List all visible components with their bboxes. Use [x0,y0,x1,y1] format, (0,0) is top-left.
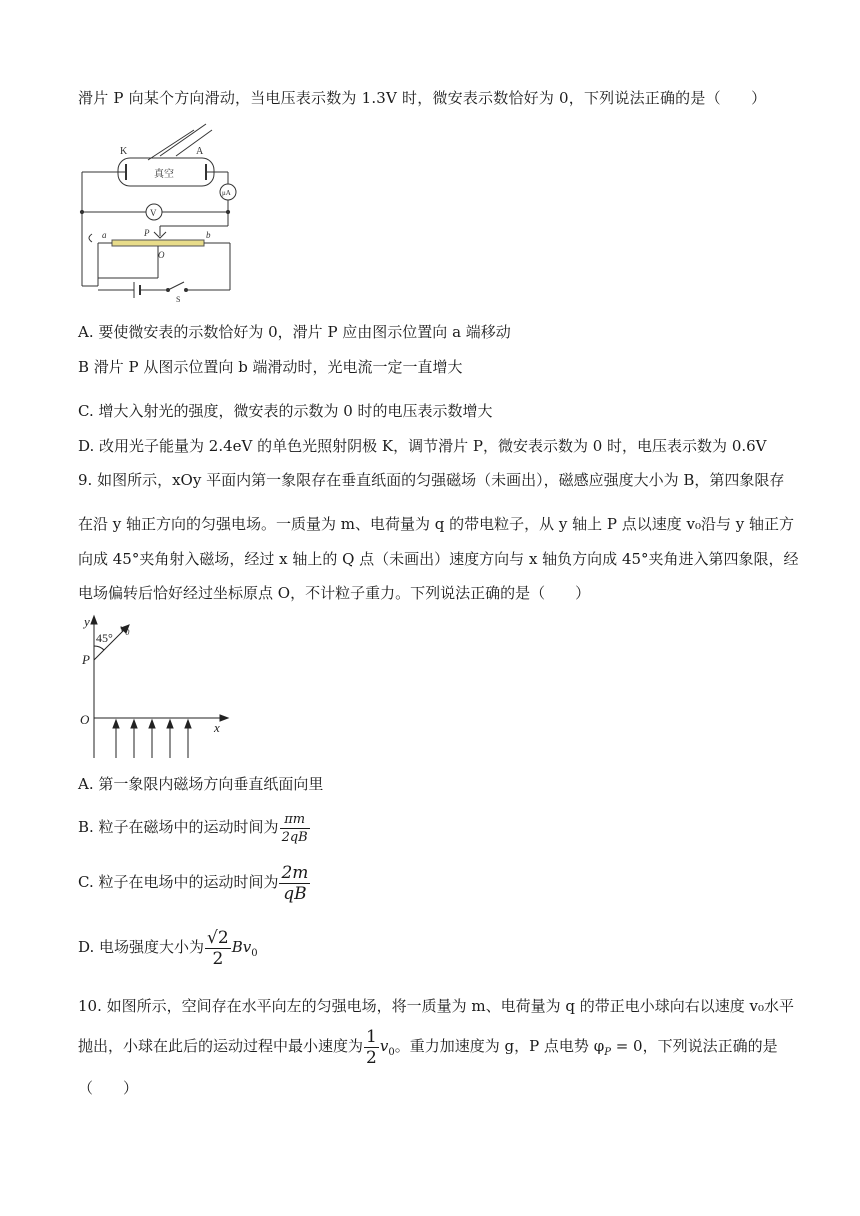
label-O: O [158,250,165,260]
axis-label-x: x [214,720,220,735]
origin-label: O [80,712,90,727]
fraction-denominator: qB [283,883,307,904]
q8-option-c: C. 增大入射光的强度，微安表的示数为 0 时的电压表示数增大 [78,402,493,420]
label-S: S [176,295,181,302]
axis-label-y: y [84,614,90,629]
fraction-denominator: 2 [366,1047,377,1068]
q10-stem-line-2-text: 抛出，小球在此后的运动过程中最小速度为 [78,1037,364,1055]
label-uA: μA [222,189,231,197]
label-vacuum: 真空 [154,169,174,180]
label-P: P [144,228,150,238]
q9-stem-line-1: 9. 如图所示，xOy 平面内第一象限存在垂直纸面的匀强磁场（未画出），磁感应强度大小为 B，第四象限存 [78,471,785,489]
q8-option-b: B 滑片 P 从图示位置向 b 端滑动时，光电流一定一直增大 [78,358,463,376]
q9-stem-line-3: 向成 45°夹角射入磁场，经过 x 轴上的 Q 点（未画出）速度方向与 x 轴负方向成 45°夹角进入第四象限，经 [78,550,799,568]
q9-option-b [78,810,311,846]
fraction-denominator: 2 [212,948,224,969]
label-K: K [120,146,128,157]
label-b: b [206,230,211,240]
q10-min-speed-fraction [364,1027,379,1068]
q9-option-a: A. 第一象限内磁场方向垂直纸面向里 [78,775,324,793]
q9-coordinate-figure [78,612,238,762]
fraction-numerator: 1 [366,1026,377,1047]
q9-option-d-subscript: 0 [251,948,258,959]
q9-option-d-suffix: Bv [231,938,252,956]
q9-option-d-text: D. 电场强度大小为 [78,938,205,956]
fraction-numerator: 2m [281,862,309,883]
point-P-label: P [82,652,90,667]
q9-stem-line-2: 在沿 y 轴正方向的匀强电场。一质量为 m、电荷量为 q 的带电粒子，从 y 轴上 P 点以速度 v₀沿与 y 轴正方 [78,515,795,533]
q10-stem-line-3: （ ） [78,1079,139,1097]
q8-stem: 滑片 P 向某个方向滑动，当电压表示数为 1.3V 时，微安表示数恰好为 0，下列说法正确的是（ ） [78,89,767,107]
q10-stem-line-2-suffix: 。重力加速度为 g，P 点电势 φ [394,1037,605,1055]
q9-option-c [78,862,311,904]
q10-stem-line-1: 10. 如图所示，空间存在水平向左的匀强电场，将一质量为 m、电荷量为 q 的带正电小球向右以速度 v₀水平 [78,997,795,1015]
fraction-numerator: √2 [207,927,229,948]
q10-velocity-subscript: 0 [388,1047,395,1058]
q9-option-c-fraction [279,863,310,904]
q10-stem-line-2 [78,1026,778,1073]
q9-option-d [78,926,258,975]
angle-label: 45° [96,631,113,645]
q8-circuit-figure [78,122,250,302]
label-a: a [102,230,107,240]
q9-option-b-text: B. 粒子在磁场中的运动时间为 [78,818,279,836]
q9-option-b-fraction [280,811,310,846]
q10-potential-subscript: P [604,1047,611,1058]
q10-stem-line-2-tail: = 0，下列说法正确的是 [610,1037,778,1055]
q10-velocity-symbol: v [379,1037,389,1055]
q8-option-d: D. 改用光子能量为 2.4eV 的单色光照射阴极 K，调节滑片 P，微安表示数为 0 时，电压表示数为 0.6V [78,437,767,455]
fraction-denominator: 2qB [281,829,308,845]
q9-stem-line-4: 电场偏转后恰好经过坐标原点 O，不计粒子重力。下列说法正确的是（ ） [78,584,591,602]
label-V: V [150,208,157,218]
fraction-numerator: πm [280,811,310,829]
q9-option-c-text: C. 粒子在电场中的运动时间为 [78,873,279,891]
velocity-label: $v_0$ [120,621,130,637]
rheostat [112,240,204,246]
q9-option-d-fraction [205,928,231,969]
q8-option-a: A. 要使微安表的示数恰好为 0，滑片 P 应由图示位置向 a 端移动 [78,323,511,341]
label-A: A [196,146,204,157]
